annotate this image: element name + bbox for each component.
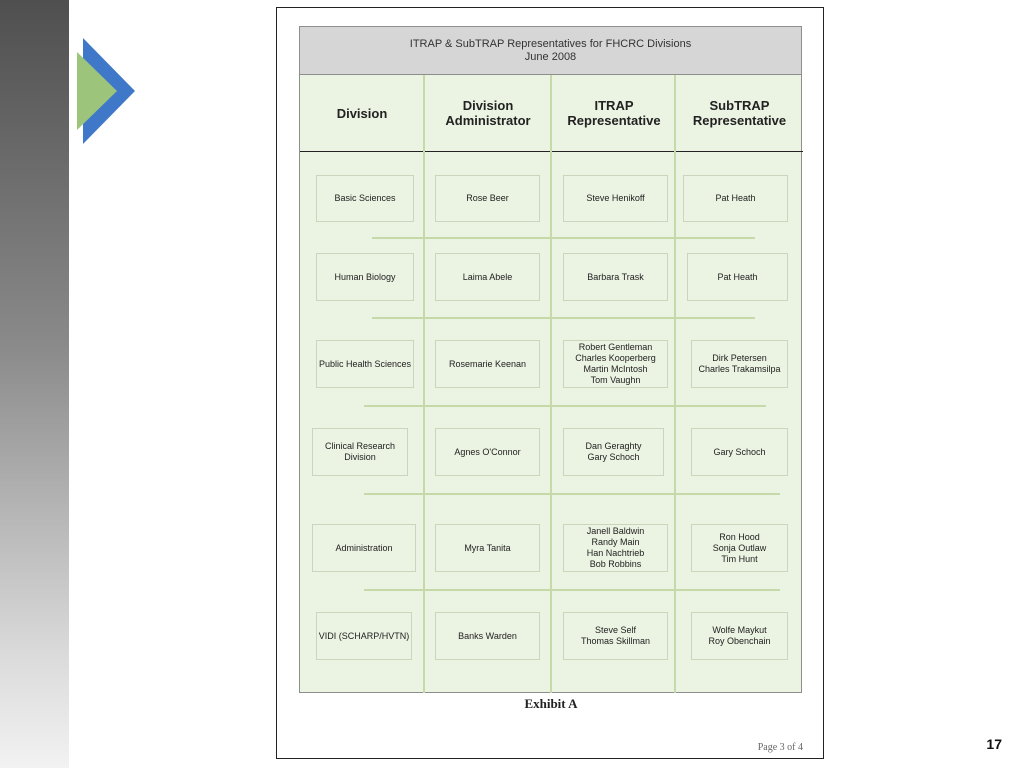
- cell-subtrap: Wolfe Maykut Roy Obenchain: [691, 612, 788, 660]
- column-header-itrap: ITRAP Representative: [567, 98, 661, 128]
- cell-division: Administration: [312, 524, 416, 572]
- cell-itrap: Barbara Trask: [563, 253, 668, 301]
- cell-division: VIDI (SCHARP/HVTN): [316, 612, 412, 660]
- cell-itrap: Steve Self Thomas Skillman: [563, 612, 668, 660]
- column-divider: [423, 75, 425, 693]
- exhibit-label: Exhibit A: [524, 696, 578, 711]
- column-divider: [550, 75, 552, 693]
- cell-subtrap: Pat Heath: [683, 175, 788, 222]
- document-page: [276, 7, 824, 759]
- cell-administrator: Banks Warden: [435, 612, 540, 660]
- cell-division: Human Biology: [316, 253, 414, 301]
- column-divider: [674, 75, 676, 693]
- cell-division: Basic Sciences: [316, 175, 414, 222]
- cell-division: Public Health Sciences: [316, 340, 414, 388]
- cell-itrap: Dan Geraghty Gary Schoch: [563, 428, 664, 476]
- row-divider: [364, 493, 780, 495]
- row-divider: [372, 237, 755, 239]
- slide-number: 17: [986, 736, 1002, 752]
- document-title-line1: ITRAP & SubTRAP Representatives for FHCRC Divisions: [409, 38, 692, 50]
- org-chart-table: [299, 75, 802, 693]
- page-footer: Page 3 of 4: [757, 742, 803, 753]
- cell-administrator: Myra Tanita: [435, 524, 540, 572]
- chevron-right-icon: [77, 38, 139, 144]
- column-header-subtrap: SubTRAP Representative: [692, 98, 787, 128]
- cell-administrator: Agnes O'Connor: [435, 428, 540, 476]
- cell-administrator: Laima Abele: [435, 253, 540, 301]
- cell-subtrap: Pat Heath: [687, 253, 788, 301]
- cell-division: Clinical Research Division: [312, 428, 408, 476]
- cell-administrator: Rose Beer: [435, 175, 540, 222]
- cell-itrap: Steve Henikoff: [563, 175, 668, 222]
- column-header-administrator: Division Administrator: [445, 98, 531, 128]
- sidebar-gradient-bar: [0, 0, 69, 768]
- document-title-line2: June 2008: [524, 51, 577, 63]
- row-divider: [364, 405, 766, 407]
- cell-subtrap: Gary Schoch: [691, 428, 788, 476]
- document-title: [299, 26, 802, 75]
- row-divider: [364, 589, 780, 591]
- cell-subtrap: Dirk Petersen Charles Trakamsilpa: [691, 340, 788, 388]
- cell-itrap: Janell Baldwin Randy Main Han Nachtrieb Bob Robbins: [563, 524, 668, 572]
- cell-itrap: Robert Gentleman Charles Kooperberg Martin McIntosh Tom Vaughn: [563, 340, 668, 388]
- cell-administrator: Rosemarie Keenan: [435, 340, 540, 388]
- column-header-division: Division: [336, 105, 388, 121]
- row-divider: [372, 317, 755, 319]
- cell-subtrap: Ron Hood Sonja Outlaw Tim Hunt: [691, 524, 788, 572]
